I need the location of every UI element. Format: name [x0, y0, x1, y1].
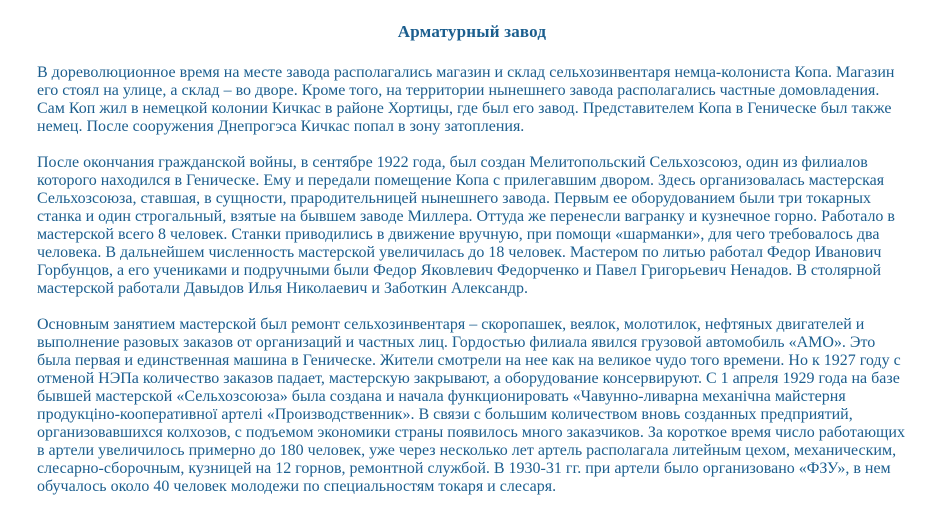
paragraph-history-prerevolution: В дореволюционное время на месте завода располагались магазин и склад сельхозинвентаря немца-колониста Копа. Магазин его стоял на улице, а склад – во дворе. Кроме того, на территории нынешнего завода располагались частные домовладения. Сам Коп жил в немецкой колонии Кичкас в районе Хортицы, где был его завод. Представителем Копа в Геническе был также немец. После сооружения Днепрогэса Кичкас попал в зону затопления.: [37, 64, 895, 135]
page-title: Арматурный завод: [397, 22, 547, 41]
paragraph-workshop-1922: После окончания гражданской войны, в сентябре 1922 года, был создан Мелитопольский Сельхозсоюз, один из филиалов которого находился в Геническе. Ему и передали помещение Копа с прилегавшим двором. Здесь организовалась мастерская Сельхозсоюза, ставшая, в сущности, прародительницей нынешнего завода. Первым ее оборудованием были три токарных станка и один строгальный, взятые на бывшем заводе Миллера. Оттуда же перенесли вагранку и кузнечное горно. Работало в мастерской всего 8 человек. Станки приводились в движение вручную, при помощи «шарманки», для чего требовалось два человека. В дальнейшем численность мастерской увеличилась до 18 человек. Мастером по литью работал Федор Иванович Горбунцов, а его учениками и подручными были Федор Яковлевич Федорченко и Павел Григорьевич Ненадов. В столярной мастерской работали Давыдов Илья Николаевич и Заботкин Александр.: [37, 154, 895, 297]
paragraph-artel-1929: Основным занятием мастерской был ремонт сельхозинвентаря – скоропашек, веялок, молотилок, нефтяных двигателей и выполнение разовых заказов от организаций и частных лиц. Гордостью филиала явился грузовой автомобиль «АМО». Это была первая и единственная машина в Геническе. Жители смотрели на нее как на великое чудо того времени. Но к 1927 году с отменой НЭПа количество заказов падает, мастерскую закрывают, а оборудование консервируют. С 1 апреля 1929 года на базе бывшей мастерской «Сельхозсоюза» была создана и начала функционировать «Чавунно-ливарна механічна майстерня продукціно-кооперативної артелі «Производственник». В связи с большим количеством вновь созданных предприятий, организовавшихся колхозов, с подъемом экономики страны появилось много заказчиков. За короткое время число работающих в артели увеличилось примерно до 180 человек, уже через несколько лет артель располагала литейным цехом, механическим, слесарно-сборочным, кузницей на 12 горнов, ремонтной службой. В 1930-31 гг. при артели было организовано «ФЗУ», в нем обучалось около 40 человек молодежи по специальностям токаря и слесаря.: [37, 316, 905, 495]
